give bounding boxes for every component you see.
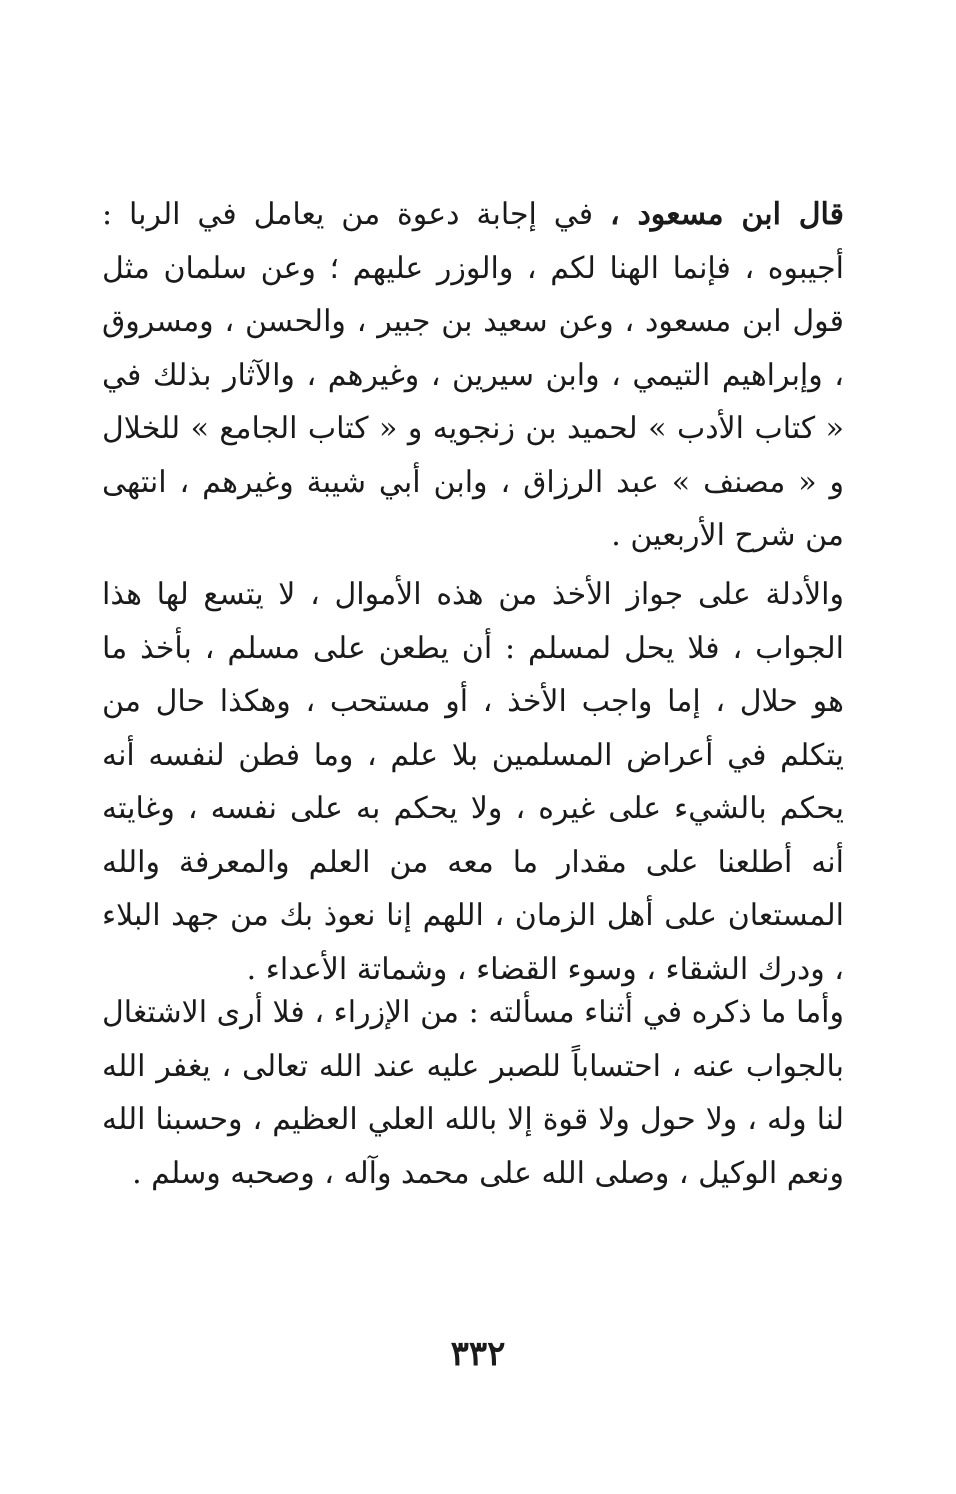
paragraph-1	[102, 188, 844, 563]
paragraph-2-text: والأدلة على جواز الأخذ من هذه الأموال ، لا يتسع لها هذا الجواب ، فلا يحل لمسلم : أن يطعن على مسلم ، بأخذ ما هو حلال ، إما واجب الأخذ ، أو مستحب ، وهكذا حال من يتكلم في أعراض المسلمين بلا علم ، وما فطن لنفسه أنه يحكم بالشيء على غيره ، ولا يحكم به على نفسه ، وغايته أنه أطلعنا على مقدار ما معه من العلم والمعرفة والله المستعان على أهل الزمان ، اللهم إنا نعوذ بك من جهد البلاء ، ودرك الشقاء ، وسوء القضاء ، وشماتة الأعداء .	[102, 577, 844, 987]
paragraph-3	[102, 986, 844, 1200]
page-number: ٣٣٢	[450, 1334, 506, 1374]
paragraph-1-lead: قال ابن مسعود ،	[609, 197, 844, 232]
paragraph-2	[102, 568, 844, 996]
paragraph-3-text: وأما ما ذكره في أثناء مسألته : من الإزراء ، فلا أرى الاشتغال بالجواب عنه ، احتساباً للصبر عليه عند الله تعالى ، يغفر الله لنا وله ، ولا حول ولا قوة إلا بالله العلي العظيم ، وحسبنا الله ونعم الوكيل ، وصلى الله على محمد وآله ، وصحبه وسلم .	[102, 995, 844, 1191]
paragraph-1-text: في إجابة دعوة من يعامل في الربا : أجيبوه ، فإنما الهنا لكم ، والوزر عليهم ؛ وعن سلمان مثل قول ابن مسعود ، وعن سعيد بن جبير ، والحسن ، ومسروق ، وإبراهيم التيمي ، وابن سيرين ، وغيرهم ، والآثار بذلك في « كتاب الأدب » لحميد بن زنجويه و « كتاب الجامع » للخلال و « مصنف » عبد الرزاق ، وابن أبي شيبة وغيرهم ، انتهى من شرح الأربعين .	[102, 197, 844, 553]
